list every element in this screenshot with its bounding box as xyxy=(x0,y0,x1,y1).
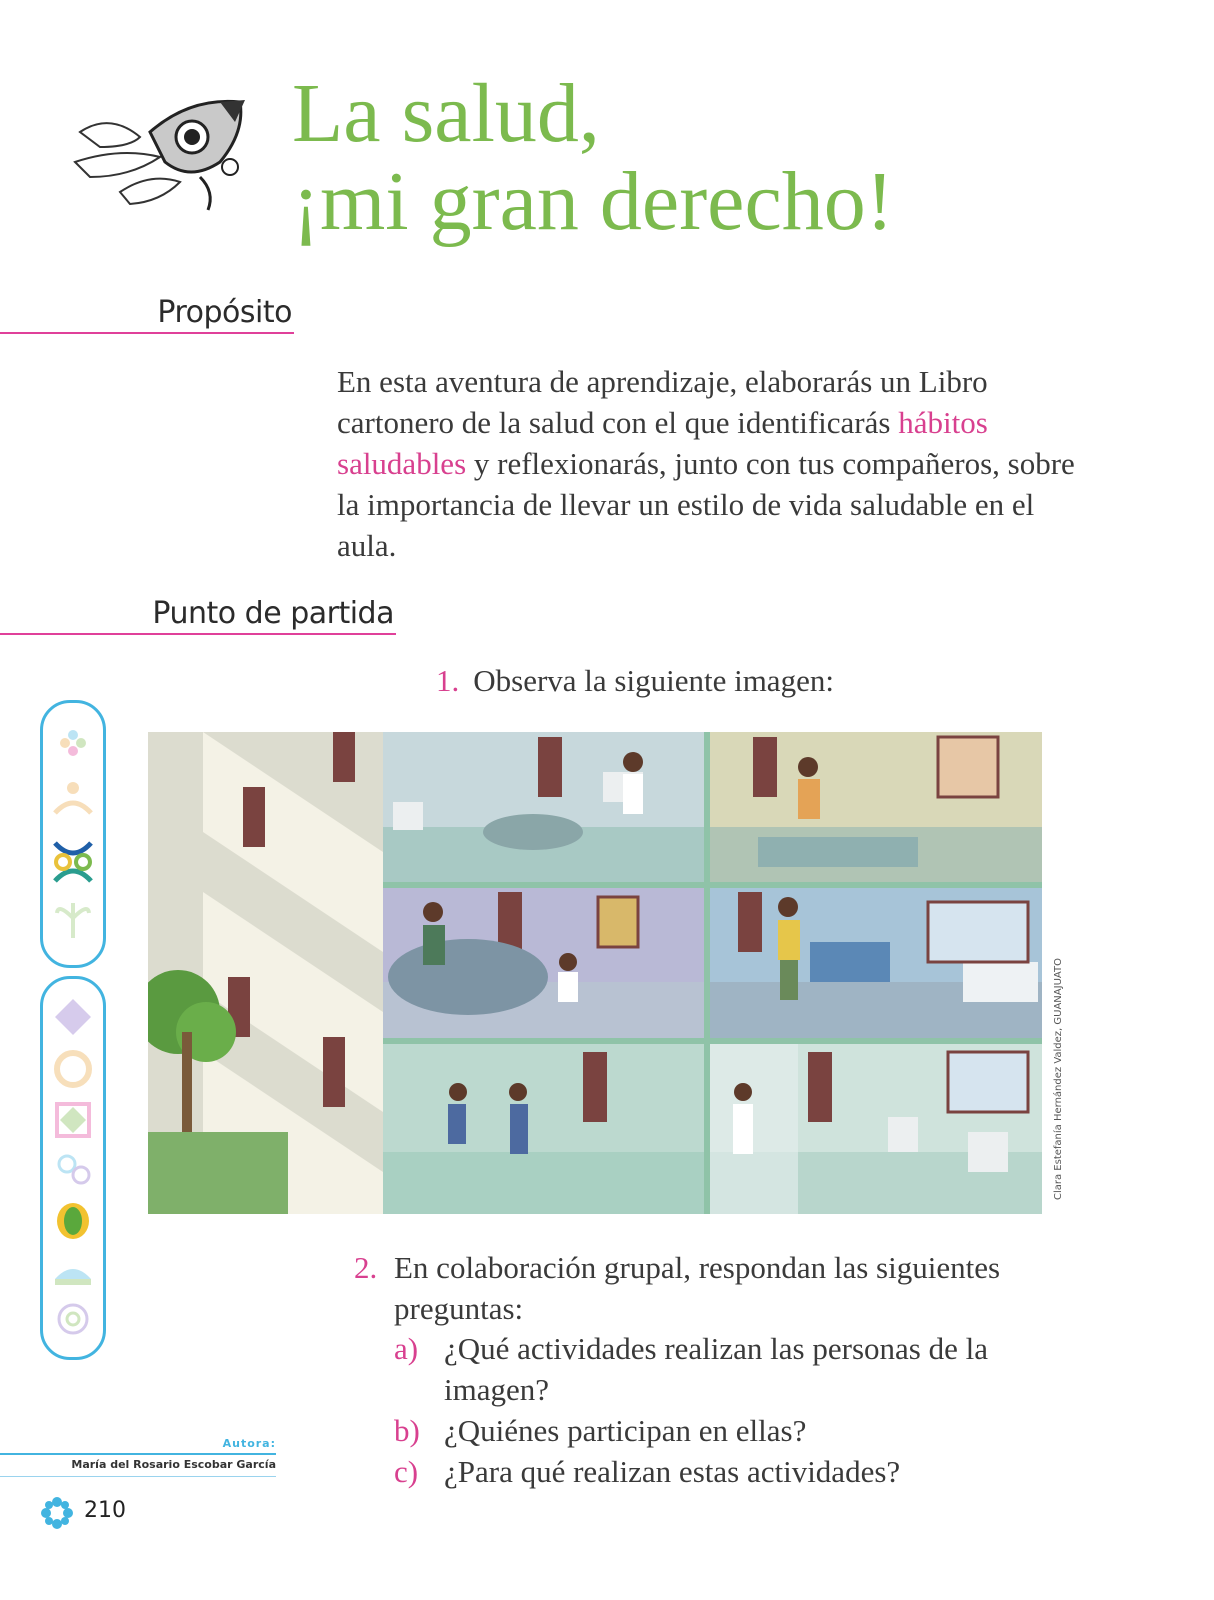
leaf-icon xyxy=(57,1203,89,1239)
activity-text: Observa la siguiente imagen: xyxy=(473,663,834,698)
question-letter: a) xyxy=(394,1331,419,1366)
people-icon xyxy=(55,782,91,813)
question-text: ¿Qué actividades realizan las personas de la imagen? xyxy=(444,1331,988,1407)
section-header-proposito xyxy=(0,296,294,334)
flower-icon xyxy=(60,730,86,756)
author-divider-bottom xyxy=(0,1476,276,1477)
page-title xyxy=(292,67,894,248)
illustration-credit-text: Clara Estefanía Hernández Valdez, GUANAJUATO xyxy=(1053,958,1064,1200)
community-icon xyxy=(55,843,91,881)
activity-number: 2. xyxy=(354,1250,378,1285)
question-letter: c) xyxy=(394,1454,419,1489)
question-text: ¿Quiénes participan en ellas? xyxy=(444,1413,807,1448)
mascot-illustration xyxy=(70,92,260,217)
title-line-2: ¡mi gran derecho! xyxy=(292,155,894,248)
author-divider xyxy=(0,1453,276,1455)
diamond-icon xyxy=(55,999,91,1035)
author-name: María del Rosario Escobar García xyxy=(71,1458,276,1471)
section-title-proposito: Propósito xyxy=(157,295,292,330)
question-a xyxy=(394,1328,1034,1410)
page-ornament-icon xyxy=(40,1496,74,1530)
section-header-punto-de-partida xyxy=(0,597,396,635)
circle-icon xyxy=(57,1053,89,1085)
question-b xyxy=(394,1410,1034,1451)
side-nav-top xyxy=(40,700,106,968)
intro-text-end: y reflexionarás, junto con tus compañeros, sobre la importancia de llevar un estilo de vida saludable en el aula. xyxy=(337,446,1075,563)
section-title-punto-de-partida: Punto de partida xyxy=(152,596,394,631)
side-nav-bottom xyxy=(40,976,106,1360)
author-label: Autora: xyxy=(222,1437,276,1450)
intro-paragraph xyxy=(337,361,1077,566)
activity-2 xyxy=(354,1247,1054,1329)
illustration-credit xyxy=(1048,950,1068,1200)
title-line-1: La salud, xyxy=(292,67,600,160)
page-number: 210 xyxy=(84,1498,126,1523)
intro-text-start: En esta aventura de aprendizaje, elaborarás un Libro cartonero de la salud con el que identificarás xyxy=(337,364,988,440)
plant-icon xyxy=(57,903,89,938)
spiral-icon xyxy=(59,1156,89,1183)
ring-icon xyxy=(59,1305,87,1333)
intro-highlight: hábitos saludables xyxy=(337,405,988,481)
square-pattern-icon xyxy=(57,1104,89,1136)
activity-1 xyxy=(436,660,834,701)
house-illustration xyxy=(148,732,1042,1214)
question-letter: b) xyxy=(394,1413,420,1448)
landscape-icon xyxy=(55,1269,91,1285)
activity-text: En colaboración grupal, respondan las siguientes preguntas: xyxy=(394,1250,1001,1326)
activity-number: 1. xyxy=(436,663,460,698)
question-text: ¿Para qué realizan estas actividades? xyxy=(444,1454,901,1489)
question-c xyxy=(394,1451,1034,1492)
